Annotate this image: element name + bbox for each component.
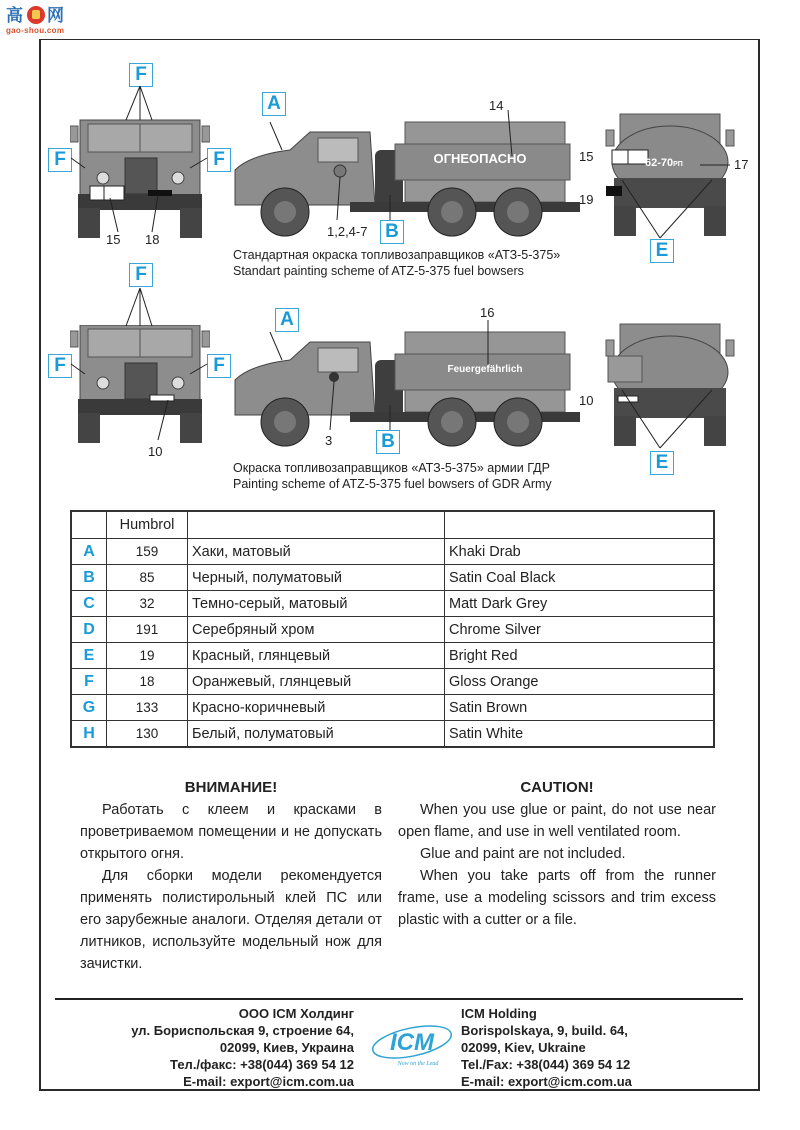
leader-lines-front-gdr [40, 280, 240, 450]
paint-name-en: Satin White [445, 721, 715, 748]
paint-name-ru: Темно-серый, матовый [188, 591, 445, 617]
paint-code: 130 [107, 721, 188, 748]
warning-en-title: CAUTION! [520, 779, 594, 796]
address-ru-line: ул. Бориспольская 9, строение 64, [131, 1023, 354, 1038]
paint-name-en: Khaki Drab [445, 539, 715, 565]
label-18: 18 [145, 232, 160, 247]
label-3: 3 [325, 433, 333, 448]
table-row [71, 591, 714, 617]
paint-letter: E [71, 643, 107, 669]
leader-lines-front-standard [40, 80, 240, 250]
paint-name-ru: Оранжевый, глянцевый [188, 669, 445, 695]
paint-code: 159 [107, 539, 188, 565]
callout-e-gdr: E [650, 451, 674, 475]
paint-name-ru: Хаки, матовый [188, 539, 445, 565]
header-letter [71, 511, 107, 539]
paint-letter: C [71, 591, 107, 617]
footer-divider [55, 998, 743, 1000]
table-row [71, 721, 714, 748]
header-brand: Humbrol [107, 511, 188, 539]
side-view-standard [230, 110, 590, 240]
paint-name-ru: Белый, полуматовый [188, 721, 445, 748]
email-ru[interactable]: E-mail: export@icm.com.ua [183, 1074, 354, 1089]
label-17: 17 [734, 157, 749, 172]
callout-e-standard: E [650, 239, 674, 263]
warning-ru-paragraph: Для сборки модели рекомендуется применять полистирольный клей ПС или его зарубежные аналоги. Отделяя детали от литников, используйте модельный нож для зачистки. [80, 868, 382, 972]
caption-ru-gdr: Окраска топливозаправщиков «АТЗ-5-375» армии ГДР [233, 461, 550, 475]
side-view-gdr [230, 320, 590, 450]
watermark-logo: 高 网 [6, 6, 66, 26]
callout-f-right: F [207, 148, 231, 172]
paint-code: 133 [107, 695, 188, 721]
paint-name-ru: Красный, глянцевый [188, 643, 445, 669]
label-14: 14 [489, 98, 504, 113]
address-en-line: 02099, Kiev, Ukraine [461, 1040, 586, 1055]
icm-logo-text: ICM [390, 1029, 434, 1056]
address-en-line: Borispolskaya, 9, build. 64, [461, 1023, 628, 1038]
paint-letter: G [71, 695, 107, 721]
warning-ru-paragraph: Работать с клеем и красками в проветриваемом помещении и не допускать открытого огня. [80, 802, 382, 862]
callout-b-standard: B [380, 220, 404, 244]
table-row [71, 669, 714, 695]
paint-letter: D [71, 617, 107, 643]
callout-a-standard: A [262, 92, 286, 116]
label-10-rear: 10 [579, 393, 594, 408]
callout-b-gdr: B [376, 430, 400, 454]
warning-ru-title: ВНИМАНИЕ! [184, 779, 278, 796]
paint-code: 19 [107, 643, 188, 669]
paint-letter: F [71, 669, 107, 695]
caption-ru-standard: Стандартная окраска топливозаправщиков «АТЗ-5-375» [233, 248, 561, 262]
table-row [71, 643, 714, 669]
callout-f-right-gdr: F [207, 354, 231, 378]
paint-name-ru: Черный, полуматовый [188, 565, 445, 591]
paint-name-ru: Серебряный хром [188, 617, 445, 643]
callout-f-top-gdr: F [129, 263, 153, 287]
header-ru [188, 511, 445, 539]
paint-name-en: Satin Coal Black [445, 565, 715, 591]
label-10-front: 10 [148, 444, 163, 459]
paint-letter: B [71, 565, 107, 591]
paint-code: 18 [107, 669, 188, 695]
paint-letter: A [71, 539, 107, 565]
paint-name-en: Matt Dark Grey [445, 591, 715, 617]
paint-code: 85 [107, 565, 188, 591]
warning-en [398, 777, 716, 931]
address-en-line: ICM Holding [461, 1006, 537, 1021]
paint-code: 32 [107, 591, 188, 617]
rear-tank-text-standard [645, 157, 683, 169]
callout-f-left: F [48, 148, 72, 172]
paint-name-ru: Красно-коричневый [188, 695, 445, 721]
label-15-rear: 15 [579, 149, 594, 164]
address-ru-line: Тел./факс: +38(044) 369 54 12 [170, 1057, 354, 1072]
icm-logo [368, 1020, 456, 1070]
callout-f-top: F [129, 63, 153, 87]
rear-view-standard [600, 110, 740, 240]
table-row [71, 695, 714, 721]
header-en [445, 511, 715, 539]
table-header-row [71, 511, 714, 539]
paint-code: 191 [107, 617, 188, 643]
icm-logo-slogan: Now on the Lead [397, 1061, 439, 1067]
rear-view-gdr [600, 320, 740, 450]
paint-table [70, 510, 715, 748]
paint-name-en: Bright Red [445, 643, 715, 669]
address-ru [131, 1005, 354, 1090]
caption-en-gdr: Painting scheme of ATZ-5-375 fuel bowsers of GDR Army [233, 477, 552, 491]
label-16: 16 [480, 305, 495, 320]
callout-f-left-gdr: F [48, 354, 72, 378]
paint-name-en: Gloss Orange [445, 669, 715, 695]
caption-en-standard: Standart painting scheme of ATZ-5-375 fuel bowsers [233, 264, 524, 278]
label-1-2-4-7: 1,2,4-7 [327, 224, 368, 239]
callout-a-gdr: A [275, 308, 299, 332]
paint-letter: H [71, 721, 107, 748]
warning-en-paragraph: Glue and paint are not included. [420, 846, 626, 862]
label-19: 19 [579, 192, 594, 207]
table-row [71, 539, 714, 565]
table-row [71, 617, 714, 643]
table-row [71, 565, 714, 591]
paint-name-en: Chrome Silver [445, 617, 715, 643]
rear-tank-number: 62-70 [645, 157, 674, 169]
warning-en-paragraph: When you take parts off from the runner frame, use a modeling scissors and trim excess plastic with a cutter or a file. [398, 868, 716, 928]
address-ru-line: 02099, Киев, Украина [219, 1040, 354, 1055]
site-watermark [6, 6, 70, 40]
tank-text-standard: ОГНЕОПАСНО [433, 151, 527, 166]
address-ru-line: ООО ICM Холдинг [238, 1006, 354, 1021]
email-en[interactable]: E-mail: export@icm.com.ua [461, 1074, 632, 1089]
address-en-line: Tel./Fax: +38(044) 369 54 12 [461, 1057, 631, 1072]
warning-ru [80, 777, 382, 975]
paint-name-en: Satin Brown [445, 695, 715, 721]
warning-en-paragraph: When you use glue or paint, do not use near open flame, and use in well ventilated room. [398, 802, 716, 840]
watermark-url: gao-shou.com [6, 26, 65, 35]
tank-text-gdr: Feuergefährlich [447, 364, 523, 375]
label-15: 15 [106, 232, 121, 247]
rear-tank-suffix: РП [673, 161, 683, 168]
address-en [461, 1005, 632, 1090]
